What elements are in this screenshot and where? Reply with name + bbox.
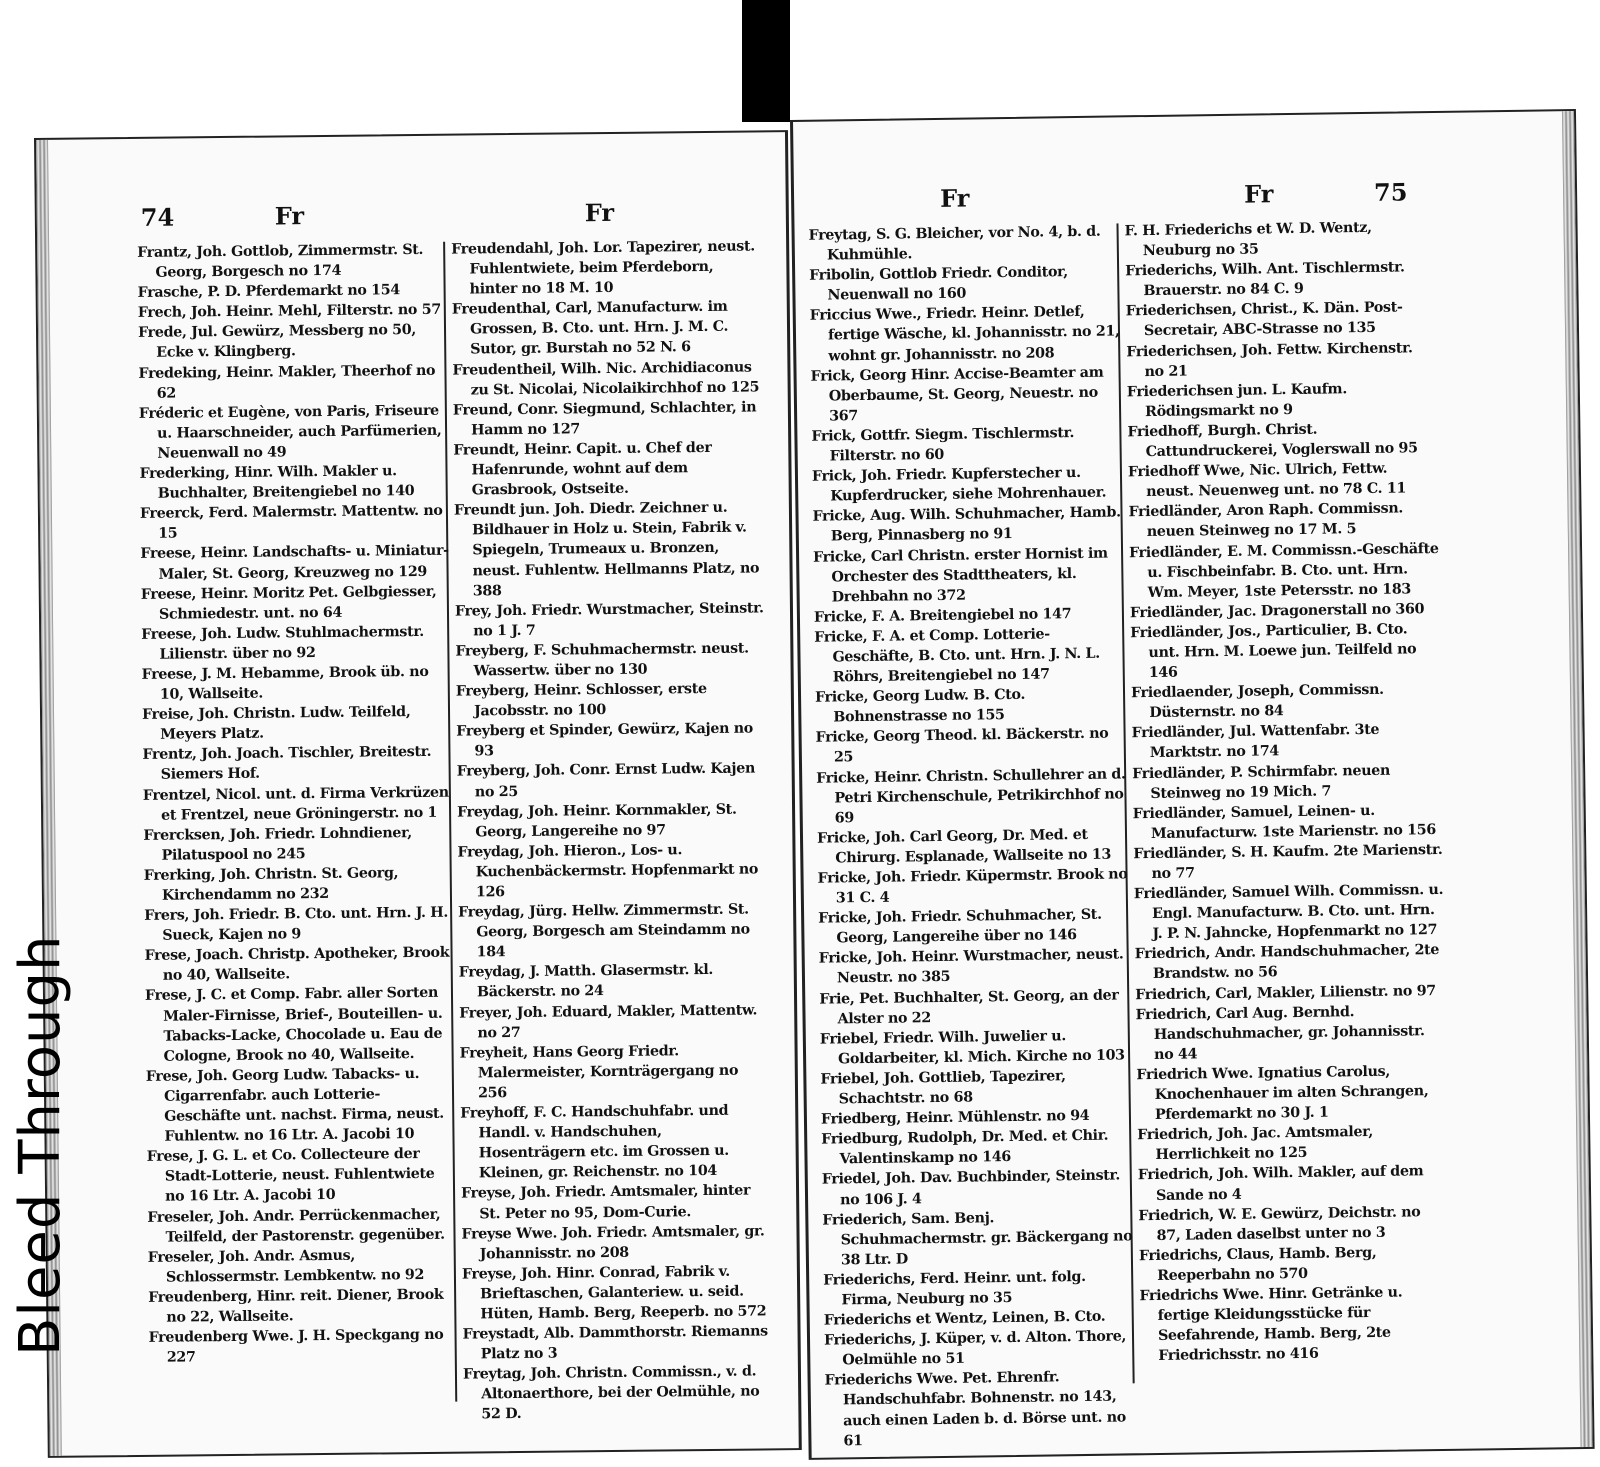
directory-entry: Freseler, Joh. Andr. Perrückenmacher, Teilfeld, der Pastorenstr. gegenüber. bbox=[147, 1206, 445, 1246]
directory-entry: Frentzel, Nicol. unt. d. Firma Verkrüzen et Frentzel, neue Gröningerstr. no 1 bbox=[142, 784, 449, 824]
directory-entry: Freydag, Joh. Heinr. Kornmakler, St. Georg, Langereihe no 97 bbox=[456, 801, 737, 841]
left-page-column-a bbox=[137, 240, 459, 1368]
directory-entry: Freudenthal, Carl, Manufacturw. im Grossen, B. Cto. unt. Hrn. J. M. C. Sutor, gr. Burstah no 52 N. 6 bbox=[451, 299, 729, 358]
directory-entry: Frech, Joh. Heinr. Mehl, Filterstr. no 57 bbox=[137, 302, 441, 322]
bookmark-ribbon bbox=[742, 0, 790, 122]
page-number: 75 bbox=[1373, 177, 1408, 207]
directory-entry: Friedländer, Samuel Wilh. Commissn. u. Engl. Manufacturw. B. Cto. unt. Hrn. J. P. N. Jahncke, Hopfenmarkt no 127 bbox=[1133, 882, 1444, 943]
right-page bbox=[790, 109, 1595, 1460]
directory-entry: Friederichsen, Christ., K. Dän. Post-Secretair, ABC-Strasse no 135 bbox=[1125, 299, 1403, 340]
directory-entry: Freydag, J. Matth. Glasermstr. kl. Bäckerstr. no 24 bbox=[458, 962, 714, 1001]
directory-entry: Friebel, Joh. Gottlieb, Tapezirer, Schachtstr. no 68 bbox=[820, 1068, 1066, 1108]
directory-entry: Frick, Gottfr. Siegm. Tischlermstr. Filterstr. no 60 bbox=[811, 425, 1075, 465]
directory-entry: Friedrich, Joh. Wilh. Makler, auf dem Sande no 4 bbox=[1137, 1163, 1424, 1204]
directory-entry: Friedlaender, Joseph, Commissn. Düsternstr. no 84 bbox=[1130, 681, 1384, 722]
directory-entry: F. H. Friederichs et W. D. Wentz, Neuburg no 35 bbox=[1124, 219, 1372, 260]
directory-entry: Friedel, Joh. Dav. Buchbinder, Steinstr. no 106 J. 4 bbox=[821, 1167, 1121, 1208]
directory-entry: Friedrich, Andr. Handschuhmacher, 2te Brandstw. no 56 bbox=[1134, 942, 1440, 983]
running-head: Fr bbox=[274, 201, 305, 231]
running-head: Fr bbox=[939, 183, 970, 213]
directory-entry: Freydag, Jürg. Hellw. Zimmermstr. St. Georg, Borgesch am Steindamm no 184 bbox=[458, 901, 750, 961]
directory-entry: Friedhoff, Burgh. Christ. Cattundruckerei, Voglerswall no 95 bbox=[1127, 421, 1418, 461]
directory-entry: Freundt, Heinr. Capit. u. Chef der Hafenrunde, wohnt auf dem Grasbrook, Ostseite. bbox=[453, 439, 712, 499]
directory-entry: Freund, Conr. Siegmund, Schlachter, in Hamm no 127 bbox=[452, 399, 757, 439]
directory-entry: Friederichs, J. Küper, v. d. Alton. Thore, Oelmühle no 51 bbox=[823, 1328, 1127, 1369]
directory-entry: Frerking, Joh. Christn. St. Georg, Kirchendamm no 232 bbox=[143, 865, 399, 904]
directory-entry: Friederichs, Ferd. Heinr. unt. folg. Firma, Neuburg no 35 bbox=[823, 1268, 1086, 1309]
directory-entry: Freystadt, Alb. Dammthorstr. Riemanns Platz no 3 bbox=[462, 1323, 768, 1363]
directory-entry: Frede, Jul. Gewürz, Messberg no 50, Ecke v. Klingberg. bbox=[137, 322, 417, 362]
directory-entry: Fricke, Heinr. Christn. Schullehrer an d. Petri Kirchenschule, Petrikirchhof no 69 bbox=[816, 765, 1126, 827]
directory-entry: Freese, Heinr. Landschafts- u. Miniatur-Maler, St. Georg, Kreuzweg no 129 bbox=[140, 543, 449, 583]
directory-entry: Fredeking, Heinr. Makler, Theerhof no 62 bbox=[138, 362, 436, 402]
directory-entry: Friederichs et Wentz, Leinen, B. Cto. bbox=[823, 1308, 1106, 1329]
directory-entry: Fricke, Aug. Wilh. Schuhmacher, Hamb. Berg, Pinnasberg no 91 bbox=[812, 504, 1121, 545]
directory-entry: Fricke, Georg Ludw. B. Cto. Bohnenstrasse no 155 bbox=[814, 686, 1026, 726]
directory-entry: Friedländer, Jul. Wattenfabr. 3te Marktstr. no 174 bbox=[1131, 722, 1380, 762]
directory-entry: Friederichsen, Joh. Fettw. Kirchenstr. no 21 bbox=[1126, 339, 1413, 380]
directory-entry: Freundt jun. Joh. Diedr. Zeichner u. Bildhauer in Holz u. Stein, Fabrik v. Spiegeln, Trumeaux u. Bronzen, neust. Fuhlentw. Hellmanns Platz, no 388 bbox=[453, 499, 760, 600]
directory-entry: Freese, Heinr. Moritz Pet. Gelbgiesser, Schmiedestr. unt. no 64 bbox=[140, 583, 437, 623]
directory-entry: Frese, J. G. L. et Co. Collecteure der Stadt-Lotterie, neust. Fuhlentwiete no 16 Ltr. A. Jacobi 10 bbox=[146, 1146, 435, 1206]
directory-entry: Freyse, Joh. Hinr. Conrad, Fabrik v. Brieftaschen, Galanteriew. u. seid. Hüten, Hamb. Berg, Reeperb. no 572 bbox=[461, 1263, 767, 1323]
directory-entry: Fribolin, Gottlob Friedr. Conditor, Neuenwall no 160 bbox=[809, 264, 1068, 304]
directory-entry: Frese, Joh. Georg Ludw. Tabacks- u. Cigarrenfabr. auch Lotterie-Geschäfte unt. nachst. Firma, neust. Fuhlentw. no 16 Ltr. A. Jacobi 10 bbox=[145, 1065, 444, 1145]
directory-entry: Friederichs, Wilh. Ant. Tischlermstr. Brauerstr. no 84 C. 9 bbox=[1125, 259, 1405, 300]
directory-entry: Freudentheil, Wilh. Nic. Archidiaconus zu St. Nicolai, Nicolaikirchhof no 125 bbox=[452, 359, 760, 399]
directory-entry: Freytag, Joh. Christn. Commissn., v. d. Altonaerthore, bei der Oelmühle, no 52 D. bbox=[462, 1363, 760, 1423]
directory-entry: Friedländer, Jos., Particulier, B. Cto. unt. Hrn. M. Loewe jun. Teilfeld no 146 bbox=[1130, 621, 1417, 682]
directory-entry: Freudendahl, Joh. Lor. Tapezirer, neust. Fuhlentwiete, beim Pferdeborn, hinter no 18 M. 10 bbox=[451, 238, 755, 298]
directory-entry: Freese, Joh. Ludw. Stuhlmachermstr. Lilienstr. über no 92 bbox=[141, 623, 424, 663]
directory-entry: Friccius Wwe., Friedr. Heinr. Detlef, fertige Wäsche, kl. Johannisstr. no 21, wohnt gr. Johannisstr. no 208 bbox=[809, 304, 1120, 365]
directory-entry: Freudenberg Wwe. J. H. Speckgang no 227 bbox=[148, 1326, 444, 1366]
directory-entry: Fricke, Joh. Friedr. Schuhmacher, St. Georg, Langereihe über no 146 bbox=[818, 906, 1102, 947]
directory-entry: Frentz, Joh. Joach. Tischler, Breitestr. Siemers Hof. bbox=[142, 744, 432, 784]
directory-entry: Fréderic et Eugène, von Paris, Friseure u. Haarschneider, auch Parfümerien, Neuenwall no 49 bbox=[138, 402, 442, 462]
directory-entry: Fricke, Joh. Carl Georg, Dr. Med. et Chirurg. Esplanade, Wallseite no 13 bbox=[816, 826, 1112, 867]
directory-entry: Friedberg, Heinr. Mühlenstr. no 94 bbox=[820, 1108, 1090, 1128]
directory-entry: Frick, Joh. Friedr. Kupferstecher u. Kupferdrucker, siehe Mohrenhauer. bbox=[811, 465, 1107, 505]
directory-entry: Frese, Joach. Christp. Apotheker, Brook no 40, Wallseite. bbox=[144, 944, 450, 985]
left-page-column-b bbox=[451, 236, 773, 1425]
directory-entry: Freyse Wwe. Joh. Friedr. Amtsmaler, gr. Johannisstr. no 208 bbox=[461, 1223, 765, 1263]
directory-entry: Fricke, Joh. Friedr. Küpermstr. Brook no 31 C. 4 bbox=[817, 866, 1128, 907]
directory-entry: Freyberg, Joh. Conr. Ernst Ludw. Kajen no 25 bbox=[456, 760, 756, 800]
bleed-through-watermark: Bleed Through bbox=[8, 934, 73, 1356]
directory-entry: Fricke, F. A. et Comp. Lotterie-Geschäfte, B. Cto. unt. Hrn. J. N. L. Röhrs, Breitengiebel no 147 bbox=[814, 626, 1100, 686]
right-page-column-b bbox=[1124, 217, 1450, 1367]
directory-entry: Friedrich, W. E. Gewürz, Deichstr. no 87, Laden daselbst unter no 3 bbox=[1138, 1203, 1421, 1244]
directory-entry: Frasche, P. D. Pferdemarkt no 154 bbox=[137, 282, 401, 302]
directory-entry: Frick, Georg Hinr. Accise-Beamter am Oberbaume, St. Georg, Neuestr. no 367 bbox=[810, 364, 1104, 425]
directory-entry: Frederking, Hinr. Wilh. Makler u. Buchhalter, Breitengiebel no 140 bbox=[139, 463, 415, 502]
right-page-column-a bbox=[808, 221, 1135, 1451]
page-number: 74 bbox=[140, 202, 175, 232]
directory-entry: Friederich, Sam. Benj. Schuhmachermstr. gr. Bäckergang no 38 Ltr. D bbox=[822, 1209, 1133, 1269]
directory-entry: Freydag, Joh. Hieron., Los- u. Kuchenbäckermstr. Hopfenmarkt no 126 bbox=[457, 842, 759, 901]
directory-entry: Friedländer, Samuel, Leinen- u. Manufacturw. 1ste Marienstr. no 156 bbox=[1132, 802, 1436, 842]
directory-entry: Friedländer, Aron Raph. Commissn. neuen Steinweg no 17 M. 5 bbox=[1128, 500, 1404, 541]
directory-entry: Friedländer, E. M. Commissn.-Geschäfte u. Fischbeinfabr. B. Cto. unt. Hrn. Wm. Meyer, 1ste Petersstr. no 183 bbox=[1128, 540, 1439, 601]
directory-entry: Fricke, Georg Theod. kl. Bäckerstr. no 25 bbox=[815, 725, 1109, 766]
directory-entry: Friedburg, Rudolph, Dr. Med. et Chir. Valentinskamp no 146 bbox=[821, 1127, 1109, 1168]
page-edge bbox=[1562, 111, 1593, 1447]
directory-entry: Freese, J. M. Hebamme, Brook üb. no 10, Wallseite. bbox=[141, 663, 429, 703]
directory-entry: Freerck, Ferd. Malermstr. Mattentw. no 15 bbox=[139, 502, 443, 543]
directory-entry: Freseler, Joh. Andr. Asmus, Schlossermstr. Lembkentw. no 92 bbox=[147, 1247, 425, 1286]
directory-entry: Friedrich, Joh. Jac. Amtsmaler, Herrlichkeit no 125 bbox=[1137, 1124, 1374, 1164]
directory-entry: Friedrichs Wwe. Hinr. Getränke u. fertige Kleidungsstücke für Seefahrende, Hamb. Berg, 2te Friedrichsstr. no 416 bbox=[1139, 1284, 1403, 1365]
directory-entry: Fricke, Carl Christn. erster Hornist im Orchester des Stadttheaters, kl. Drehbahn no 372 bbox=[812, 545, 1108, 606]
directory-entry: Freyhoff, F. C. Handschuhfabr. und Handl. v. Handschuhen, Hosenträgern etc. im Grossen u. Kleinen, gr. Reichenstr. no 104 bbox=[460, 1102, 729, 1182]
directory-entry: Frese, J. C. et Comp. Fabr. aller Sorten Maler-Firnisse, Brief-, Bouteillen- u. Tabacks-Lacke, Chocolade u. Eau de Cologne, Brook no 40, Wallseite. bbox=[144, 985, 443, 1065]
directory-entry: Freyberg, F. Schuhmachermstr. neust. Wassertw. über no 130 bbox=[455, 640, 749, 680]
directory-entry: Friedrich Wwe. Ignatius Carolus, Knochenhauer im alten Schrangen, Pferdemarkt no 30 J. 1 bbox=[1136, 1063, 1429, 1124]
directory-entry: Friederichs Wwe. Pet. Ehrenfr. Handschuhfabr. Bohnenstr. no 143, auch einen Laden b. d. Börse unt. no 61 bbox=[824, 1369, 1127, 1450]
directory-entry: Fricke, F. A. Breitengiebel no 147 bbox=[813, 605, 1072, 626]
directory-entry: Freyberg et Spinder, Gewürz, Kajen no 93 bbox=[456, 720, 754, 760]
directory-entry: Frers, Joh. Friedr. B. Cto. unt. Hrn. J. H. Sueck, Kajen no 9 bbox=[144, 904, 449, 944]
directory-entry: Friedhoff Wwe, Nic. Ulrich, Fettw. neust. Neuenweg unt. no 78 C. 11 bbox=[1127, 460, 1407, 501]
directory-entry: Friedländer, S. H. Kaufm. 2te Marienstr. no 77 bbox=[1133, 841, 1443, 883]
right-page-header bbox=[794, 175, 1575, 226]
directory-entry: Friedrich, Carl Aug. Bernhd. Handschuhmacher, gr. Johannisstr. no 44 bbox=[1135, 1003, 1425, 1063]
directory-entry: Freyse, Joh. Friedr. Amtsmaler, hinter St. Peter no 95, Dom-Curie. bbox=[460, 1182, 751, 1222]
directory-entry: Friedrichs, Claus, Hamb. Berg, Reeperbahn no 570 bbox=[1138, 1244, 1377, 1284]
directory-entry: Fricke, Joh. Heinr. Wurstmacher, neust. Neustr. no 385 bbox=[818, 946, 1124, 987]
directory-entry: Freise, Joh. Christn. Ludw. Teilfeld, Meyers Platz. bbox=[141, 704, 411, 743]
running-head: Fr bbox=[1243, 179, 1274, 209]
directory-entry: Freyer, Joh. Eduard, Makler, Mattentw. no 27 bbox=[459, 1002, 758, 1042]
directory-entry: Friedländer, P. Schirmfabr. neuen Steinweg no 19 Mich. 7 bbox=[1132, 762, 1391, 802]
directory-entry: Friedländer, Jac. Dragonerstall no 360 bbox=[1129, 600, 1425, 622]
directory-entry: Freyberg, Heinr. Schlosser, erste Jacobsstr. no 100 bbox=[455, 681, 707, 720]
directory-entry: Freytag, S. G. Bleicher, vor No. 4, b. d. Kuhmühle. bbox=[808, 223, 1101, 264]
directory-entry: Friedrich, Carl, Makler, Lilienstr. no 97 bbox=[1135, 982, 1436, 1003]
left-page bbox=[34, 130, 802, 1458]
directory-entry: Friederichsen jun. L. Kaufm. Rödingsmarkt no 9 bbox=[1126, 381, 1348, 420]
directory-entry: Frercksen, Joh. Friedr. Lohndiener, Pilatuspool no 245 bbox=[143, 824, 412, 864]
directory-entry: Frantz, Joh. Gottlob, Zimmermstr. St. Georg, Borgesch no 174 bbox=[137, 241, 424, 281]
directory-entry: Friebel, Friedr. Wilh. Juwelier u. Goldarbeiter, kl. Mich. Kirche no 103 bbox=[819, 1027, 1125, 1068]
directory-entry: Freudenberg, Hinr. reit. Diener, Brook no 22, Wallseite. bbox=[148, 1286, 444, 1326]
directory-entry: Frie, Pet. Buchhalter, St. Georg, an der Alster no 22 bbox=[819, 987, 1119, 1028]
directory-entry: Frey, Joh. Friedr. Wurstmacher, Steinstr. no 1 J. 7 bbox=[454, 600, 764, 640]
running-head: Fr bbox=[584, 197, 615, 228]
directory-entry: Freyheit, Hans Georg Friedr. Malermeister, Kornträgergang no 256 bbox=[459, 1043, 739, 1102]
